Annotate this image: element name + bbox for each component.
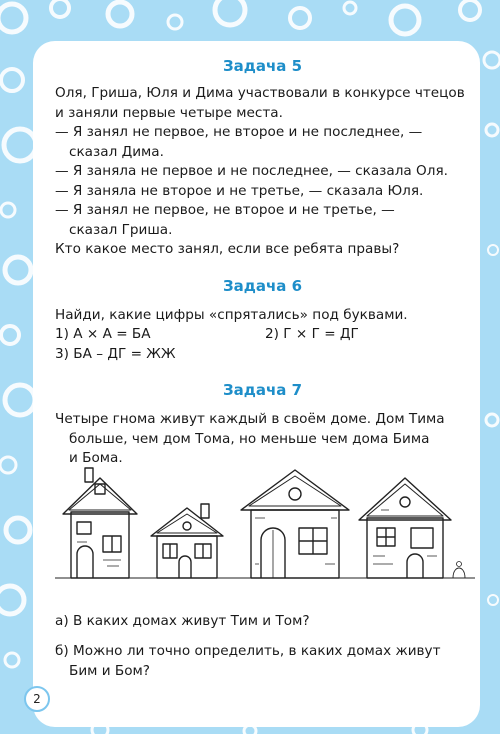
task6-title: Задача 6 [222, 276, 303, 295]
task5-line: — Я заняла не второе и не третье, — сказала Юля. [55, 182, 424, 199]
house-1-icon [63, 468, 137, 578]
task7-line: больше, чем дом Тома, но меньше чем дома Бима [69, 430, 430, 447]
house-2-icon [151, 504, 223, 578]
task6-equations-row [55, 325, 470, 345]
task7-question-a: а) В каких домах живут Тим и Том? [55, 613, 310, 629]
task5-line: и заняли первые четыре места. [55, 104, 283, 121]
page-content [55, 56, 470, 469]
task7-question-b-line1: б) Можно ли точно определить, в каких домах живут [55, 643, 441, 659]
house-3-icon [241, 470, 349, 578]
task5-line: — Я заняла не первое и не последнее, — сказала Оля. [55, 163, 448, 179]
task6-equation-3: 3) БА – ДГ = ЖЖ [55, 345, 176, 362]
task5-line: — Я занял не первое, не второе и не последнее, — [55, 124, 423, 140]
task5-title: Задача 5 [222, 57, 303, 75]
task7-title: Задача 7 [222, 381, 303, 399]
task6-equation-1: 1) А × А = БА [55, 326, 151, 342]
task5-text [55, 84, 470, 260]
task5-line: Кто какое место занял, если все ребята правы? [55, 241, 400, 257]
page-number: 2 [24, 686, 50, 712]
task7-line: и Бома. [69, 450, 123, 466]
task5-line: сказал Дима. [69, 143, 164, 160]
house-4-icon [359, 478, 465, 578]
task5-line: Оля, Гриша, Юля и Дима участвовали в конкурсе чтецов [55, 85, 465, 101]
task7-line: Четыре гнома живут каждый в своём доме. Дом Тима [55, 411, 445, 427]
task5-line: сказал Гриша. [69, 221, 173, 238]
task5-line: — Я занял не первое, не второе и не третье, — [55, 202, 395, 218]
gnome-houses-illustration [55, 464, 475, 584]
task6-intro: Найди, какие цифры «спрятались» под буквами. [55, 306, 408, 323]
task6-equation-2: 2) Г × Г = ДГ [265, 326, 359, 342]
task7-question-b-line2: Бим и Бом? [69, 663, 151, 679]
